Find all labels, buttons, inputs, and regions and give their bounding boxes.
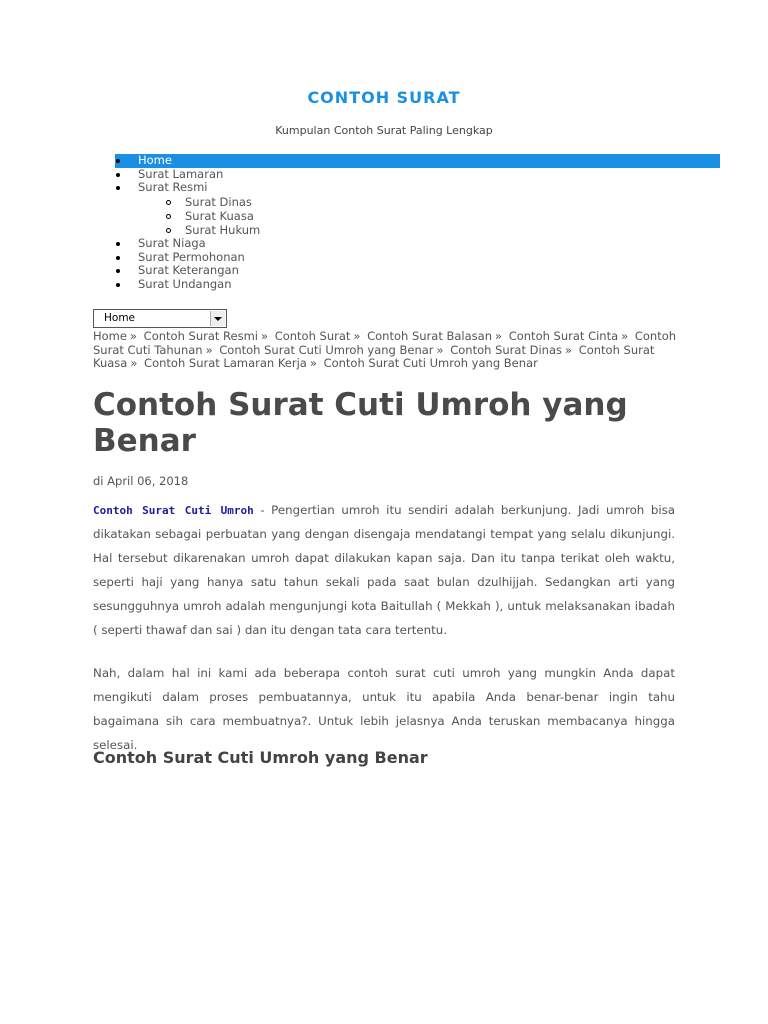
nav-item-surat-resmi[interactable]	[138, 181, 720, 237]
nav-item-label[interactable]: Surat Resmi	[138, 180, 208, 194]
chevron-down-icon[interactable]	[210, 311, 225, 326]
nav-subitem-surat-dinas[interactable]: Surat Dinas	[185, 195, 720, 209]
nav-dropdown-value: Home	[104, 312, 136, 324]
breadcrumb-link[interactable]: Contoh Surat Kuasa	[93, 342, 655, 371]
breadcrumb-link[interactable]: Contoh Surat Resmi	[143, 329, 258, 343]
nav-item-surat-keterangan[interactable]: Surat Keterangan	[138, 264, 720, 278]
nav-item-surat-undangan[interactable]: Surat Undangan	[138, 278, 720, 292]
breadcrumb-link[interactable]: Contoh Surat Cuti Tahunan	[93, 329, 677, 357]
post-paragraph-1-text: - Pengertian umroh itu sendiri adalah berkunjung. Jadi umroh bisa dikatakan sebagai perbuatan yang dengan disengaja mendatangi tempat yang selalu dikunjungi. Hal tersebut dikarenakan umroh dapat dilakukan kapan saja. Dan itu tanpa terikat oleh waktu, seperti haji yang hanya satu tahun sekali pada saat bulan dzulhijjah. Sedangkan arti yang sesungguhnya umroh adalah mengunjungi kota Baitullah ( Mekkah ), untuk melaksanakan ibadah ( seperti thawaf dan sai ) dan itu dengan tata cara tertentu.	[93, 503, 675, 637]
site-tagline: Kumpulan Contoh Surat Paling Lengkap	[275, 124, 493, 137]
nav-dropdown[interactable]	[93, 309, 227, 328]
post-date: di April 06, 2018	[93, 474, 189, 488]
site-title[interactable]: CONTOH SURAT	[307, 88, 461, 107]
nav-subitem-surat-kuasa[interactable]: Surat Kuasa	[185, 209, 720, 223]
breadcrumb-link[interactable]: Contoh Surat	[274, 329, 351, 343]
main-nav	[93, 154, 720, 291]
breadcrumb-current: Contoh Surat Cuti Umroh yang Benar	[323, 356, 538, 371]
breadcrumb-link[interactable]: Contoh Surat Cuti Umroh yang Benar	[219, 342, 434, 357]
nav-item-surat-permohonan[interactable]: Surat Permohonan	[138, 251, 720, 265]
post-title: Contoh Surat Cuti Umroh yang Benar	[93, 387, 628, 459]
breadcrumb-link[interactable]: Contoh Surat Balasan	[367, 329, 492, 343]
post-paragraph-1	[93, 499, 675, 642]
post-subheading: Contoh Surat Cuti Umroh yang Benar	[93, 748, 428, 767]
breadcrumb-link[interactable]: Home	[93, 329, 127, 343]
breadcrumb-link[interactable]: Contoh Surat Lamaran Kerja	[144, 356, 307, 371]
nav-item-home[interactable]: Home	[115, 154, 720, 168]
nav-subitem-surat-hukum[interactable]: Surat Hukum	[185, 223, 720, 237]
nav-item-surat-niaga[interactable]: Surat Niaga	[138, 237, 720, 251]
breadcrumb-link[interactable]: Contoh Surat Cinta	[508, 329, 619, 343]
post-lead-link[interactable]: Contoh Surat Cuti Umroh	[93, 504, 254, 517]
breadcrumb: Home » Contoh Surat Resmi » Contoh Surat » Contoh Surat Balasan » Contoh Surat Cinta » Contoh Surat Cuti Tahunan » Contoh Surat Cuti Umroh yang Benar » Contoh Surat Dinas » Contoh Surat Kuasa » Contoh Surat Lamaran Kerja » Contoh Surat Cuti Umroh yang Benar	[93, 329, 677, 371]
breadcrumb-link[interactable]: Contoh Surat Dinas	[450, 342, 562, 357]
submenu-surat-resmi	[138, 195, 720, 238]
post-paragraph-2: Nah, dalam hal ini kami ada beberapa contoh surat cuti umroh yang mungkin Anda dapat mengikuti dalam proses pembuatannya, untuk itu apabila Anda benar-benar ingin tahu bagaimana sih cara membuatnya?. Untuk lebih jelasnya Anda teruskan membacanya hingga selesai.	[93, 666, 675, 752]
nav-item-surat-lamaran[interactable]: Surat Lamaran	[138, 168, 720, 182]
